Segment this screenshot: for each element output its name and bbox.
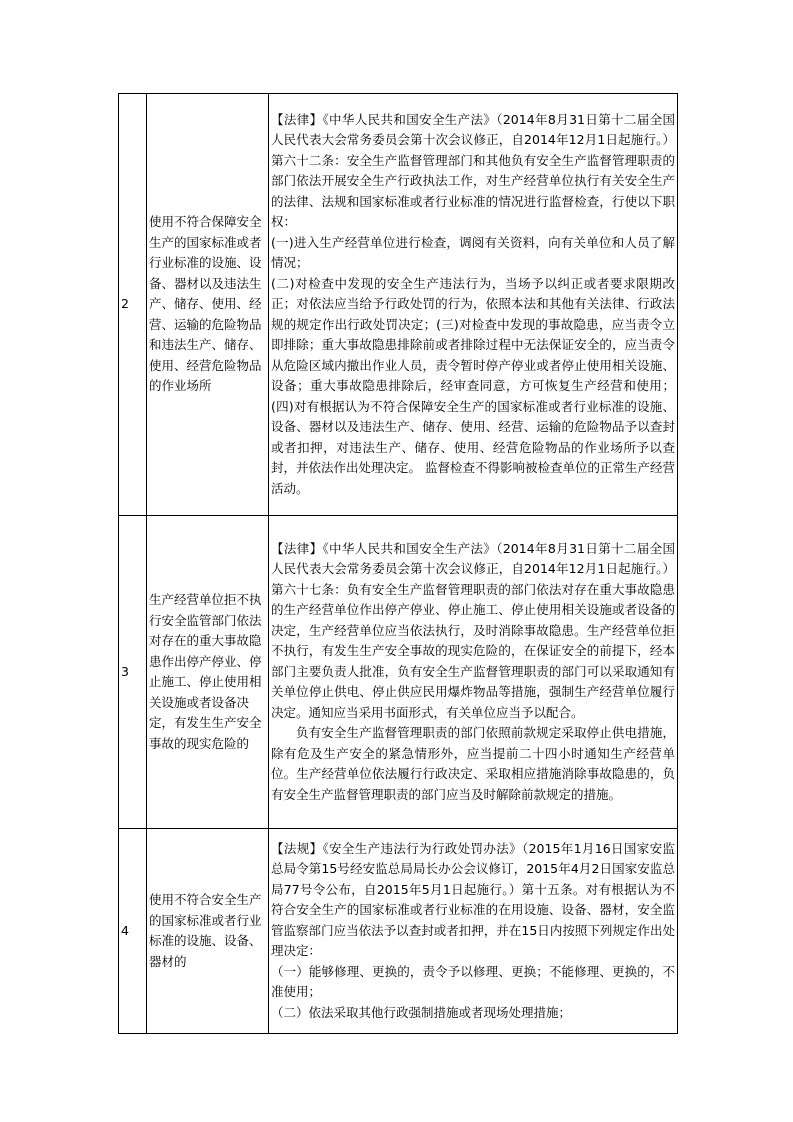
legal-basis [269, 516, 678, 829]
row-number: 4 [119, 829, 147, 1034]
row-number: 2 [119, 94, 147, 516]
enforcement-item: 使用不符合安全生产的国家标准或者行业标准的设施、设备、器材的 [147, 829, 269, 1034]
legal-basis-paragraph: 【法律】《中华人民共和国安全生产法》（2014年8月31日第十二届全国人民代表大会常务委员会第十次会议修正，自2014年12月1日起施行。）第六十二条：安全生产监督管理部门和其他负有安全生产监督管理职责的部门依法开展安全生产行政执法工作，对生产经营单位执行有关安全生产的法律、法规和国家标准或者行业标准的情况进行监督检查，行使以下职权： [271, 111, 675, 230]
legal-basis-paragraph: 【法规】《安全生产违法行为行政处罚办法》（2015年1月16日国家安监总局令第15号经安监总局局长办公会议修订，2015年4月2日国家安监总局77号令公布，自2015年5月1日起施行。）第十五条。对有根据认为不符合安全生产的国家标准或者行业标准的在用设施、设备、器材，安全监管监察部门应当依法予以查封或者扣押，并在15日内按照下列规定作出处理决定： [271, 840, 675, 959]
legal-basis-paragraph: 【法律】《中华人民共和国安全生产法》（2014年8月31日第十二届全国人民代表大会常务委员会第十次会议修正，自2014年12月1日起施行。）第六十七条：负有安全生产监督管理职责的部门依法对存在重大事故隐患的生产经营单位作出停产停业、停止施工、停止使用相关设施或者设备的决定，生产经营单位应当依法执行，及时消除事故隐患。生产经营单位拒不执行，有发生生产安全事故的现实危险的，在保证安全的前提下，经本部门主要负责人批准，负有安全生产监督管理职责的部门可以采取通知有关单位停止供电、停止供应民用爆炸物品等措施，强制生产经营单位履行决定。通知应当采用书面形式，有关单位应当予以配合。 [271, 540, 675, 720]
legal-basis-paragraph: （二）依法采取其他行政强制措施或者现场处理措施； [271, 1004, 572, 1020]
legal-basis [269, 829, 678, 1034]
table-row [119, 516, 678, 829]
legal-basis-paragraph: （一）能够修理、更换的，责令予以修理、更换；不能修理、更换的，不准使用； [271, 963, 675, 1000]
legal-basis-paragraph: (一)进入生产经营单位进行检查，调阅有关资料，向有关单位和人员了解情况； [271, 234, 675, 271]
enforcement-item: 生产经营单位拒不执行安全监管部门依法对存在的重大事故隐患作出停产停业、停止施工、停止使用相关设施或者设备决定，有发生生产安全事故的现实危险的 [147, 516, 269, 829]
legal-basis-paragraph: (二)对检查中发现的安全生产违法行为，当场予以纠正或者要求限期改正；对依法应当给予行政处罚的行为，依照本法和其他有关法律、行政法规的规定作出行政处罚决定；(三)对检查中发现的事故隐患，应当责令立即排除；重大事故隐患排除前或者排除过程中无法保证安全的，应当责令从危险区域内撤出作业人员，责令暂时停产停业或者停止使用相关设施、设备；重大事故隐患排除后，经审查同意，方可恢复生产经营和使用；(四)对有根据认为不符合保障安全生产的国家标准或者行业标准的设施、设备、器材以及违法生产、储存、使用、经营、运输的危险物品予以查封或者扣押，对违法生产、储存、使用、经营危险物品的作业场所予以查封，并依法作出处理决定。 监督检查不得影响被检查单位的正常生产经营活动。 [271, 275, 675, 496]
table-row [119, 94, 678, 516]
law-enforcement-table [118, 93, 678, 1034]
legal-basis [269, 94, 678, 516]
table-row [119, 829, 678, 1034]
legal-basis-paragraph: 负有安全生产监督管理职责的部门依照前款规定采取停止供电措施，除有危及生产安全的紧急情形外，应当提前二十四小时通知生产经营单位。生产经营单位依法履行行政决定、采取相应措施消除事故隐患的，负有安全生产监督管理职责的部门应当及时解除前款规定的措施。 [271, 725, 675, 802]
row-number: 3 [119, 516, 147, 829]
enforcement-item: 使用不符合保障安全生产的国家标准或者行业标准的设施、设备、器材以及违法生产、储存、使用、经营、运输的危险物品和违法生产、储存、使用、经营危险物品的作业场所 [147, 94, 269, 516]
